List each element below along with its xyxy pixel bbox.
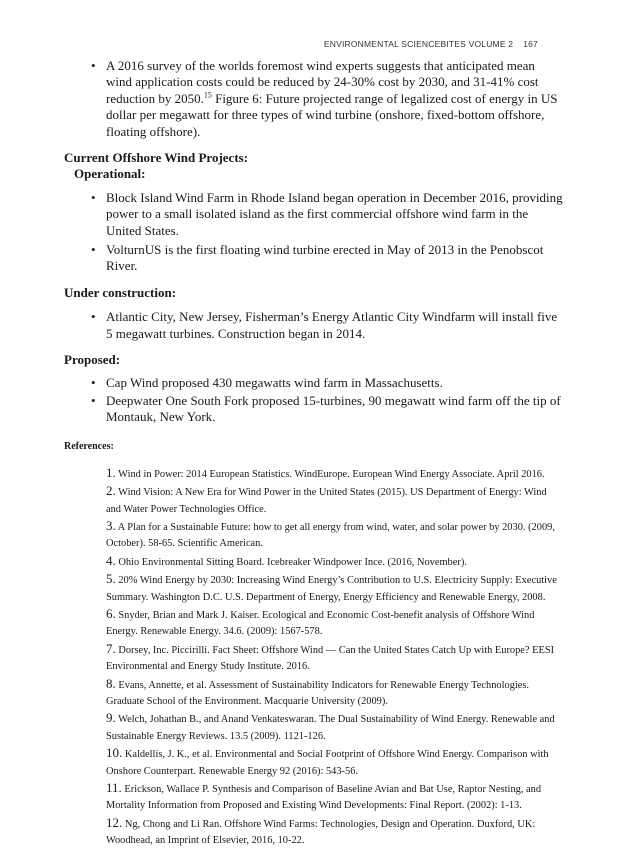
reference-number: 9.	[106, 710, 116, 726]
reference-text: Kaldellis, J. K., et al. Environmental and Social Footprint of Offshore Wind Energy. Comparison with Onshore Counterpart. Renewable Energy 92 (2016): 543-56.	[106, 749, 549, 777]
proposed-heading: Proposed:	[64, 352, 121, 368]
reference-item	[106, 553, 564, 571]
running-header	[324, 39, 538, 49]
reference-item	[106, 641, 564, 676]
list-item: • Atlantic City, New Jersey, Fisherman’s Energy Atlantic City Windfarm will install five 5 megawatt turbines. Construction began in 2014.	[64, 309, 564, 342]
reference-text: Dorsey, Inc. Piccirilli. Fact Sheet: Offshore Wind — Can the United States Catch Up with Europe? EESI Environmental and Energy Study Institute. 2016.	[106, 644, 555, 673]
under-construction-heading: Under construction:	[64, 284, 177, 300]
reference-number: 8.	[106, 675, 116, 691]
reference-text: Evans, Annette, et al. Assessment of Sustainability Indicators for Renewable Energy Technologies. Graduate School of the Environment. Macquarie University (2009).	[106, 679, 530, 707]
reference-item	[106, 465, 564, 483]
reference-text: Wind in Power: 2014 European Statistics. WindEurope. European Wind Energy Associate. April 2016.	[118, 468, 545, 480]
reference-item	[106, 745, 564, 780]
reference-item	[106, 676, 564, 711]
reference-text: Welch, Johathan B., and Anand Venkateswaran. The Dual Sustainability of Wind Energy. Renewable and Sustainable Energy Reviews. 13.5 (2009). 1121-126.	[106, 714, 555, 742]
operational-list	[64, 190, 564, 275]
construction-list	[64, 309, 564, 342]
reference-item	[106, 780, 564, 815]
list-item: • Deepwater One South Fork proposed 15-turbines, 90 megawatt wind farm off the tip of Montauk, New York.	[64, 393, 564, 426]
intro-bullet	[64, 58, 564, 140]
reference-text: Wind Vision: A New Era for Wind Power in the United States (2015). US Department of Energy: Wind and Water Power Technologies Office.	[106, 487, 547, 515]
reference-number: 11.	[106, 780, 122, 796]
list-item: • VolturnUS is the first floating wind turbine erected in May of 2013 in the Penobscot River.	[64, 242, 564, 275]
references-list	[64, 465, 564, 850]
reference-item	[106, 483, 564, 518]
reference-number: 12.	[106, 814, 123, 830]
intro-list	[64, 58, 564, 140]
reference-number: 3.	[106, 517, 116, 533]
reference-item	[106, 815, 564, 850]
operational-heading: Operational:	[74, 166, 146, 182]
references-heading: References:	[64, 440, 114, 452]
reference-number: 6.	[106, 605, 116, 621]
header-title: ENVIRONMENTAL SCIENCEBITES VOLUME 2	[323, 39, 514, 49]
current-projects-heading: Current Offshore Wind Projects:	[64, 150, 249, 166]
footnote-ref[interactable]: 15	[203, 90, 212, 100]
reference-text: Erickson, Wallace P. Synthesis and Comparison of Baseline Avian and Bat Use, Raptor Nesting, and Mortality Information from Proposed and Existing Wind Developments: Final Report. (2002): 1-13.	[106, 784, 542, 812]
reference-number: 7.	[106, 640, 116, 656]
proposed-list	[64, 375, 564, 426]
reference-text: Snyder, Brian and Mark J. Kaiser. Ecological and Economic Cost-benefit analysis of Offshore Wind Energy. Renewable Energy. 34.6. (2009): 1567-578.	[106, 609, 535, 638]
reference-item	[106, 518, 564, 553]
reference-text: 20% Wind Energy by 2030: Increasing Wind Energy’s Contribution to U.S. Electricity Supply: Executive Summary. Washington D.C. U.S. Department of Energy, Energy Efficiency and Renewable Energy, 2008.	[106, 575, 557, 603]
reference-number: 2.	[106, 483, 116, 499]
reference-number: 1.	[106, 464, 116, 480]
reference-item	[106, 606, 564, 641]
reference-text: Ng, Chong and Li Ran. Offshore Wind Farms: Technologies, Design and Operation. Duxford, UK: Woodhead, an Imprint of Elsevier, 2016, 10-22.	[106, 818, 536, 847]
reference-text: A Plan for a Sustainable Future: how to get all energy from wind, water, and solar power by 2030. (2009, October). 58-65. Scientific American.	[106, 521, 555, 550]
reference-text: Ohio Environmental Sitting Board. Icebreaker Windpower Ince. (2016, November).	[118, 556, 467, 568]
reference-item	[106, 710, 564, 745]
reference-number: 4.	[106, 552, 116, 568]
intro-figure-caption: Figure 6: Future projected range of legalized cost of energy in US dollar per megawatt for three types of wind turbine (onshore, fixed-bottom offshore, floating offshore).	[106, 90, 558, 139]
intro-text: A 2016 survey of the worlds foremost wind experts suggests that anticipated mean wind application costs could be reduced by 24-30% cost by 2030, and 31-41% cost reduction by 2050.	[106, 58, 539, 106]
reference-number: 10.	[106, 745, 123, 761]
reference-item	[106, 571, 564, 606]
page-number: 167	[523, 39, 538, 49]
list-item: • Cap Wind proposed 430 megawatts wind farm in Massachusetts.	[64, 375, 564, 391]
list-item: • Block Island Wind Farm in Rhode Island began operation in December 2016, providing power to a small isolated island as the first commercial offshore wind farm in the United States.	[64, 190, 564, 239]
page-content	[64, 58, 564, 850]
reference-number: 5.	[106, 571, 116, 587]
